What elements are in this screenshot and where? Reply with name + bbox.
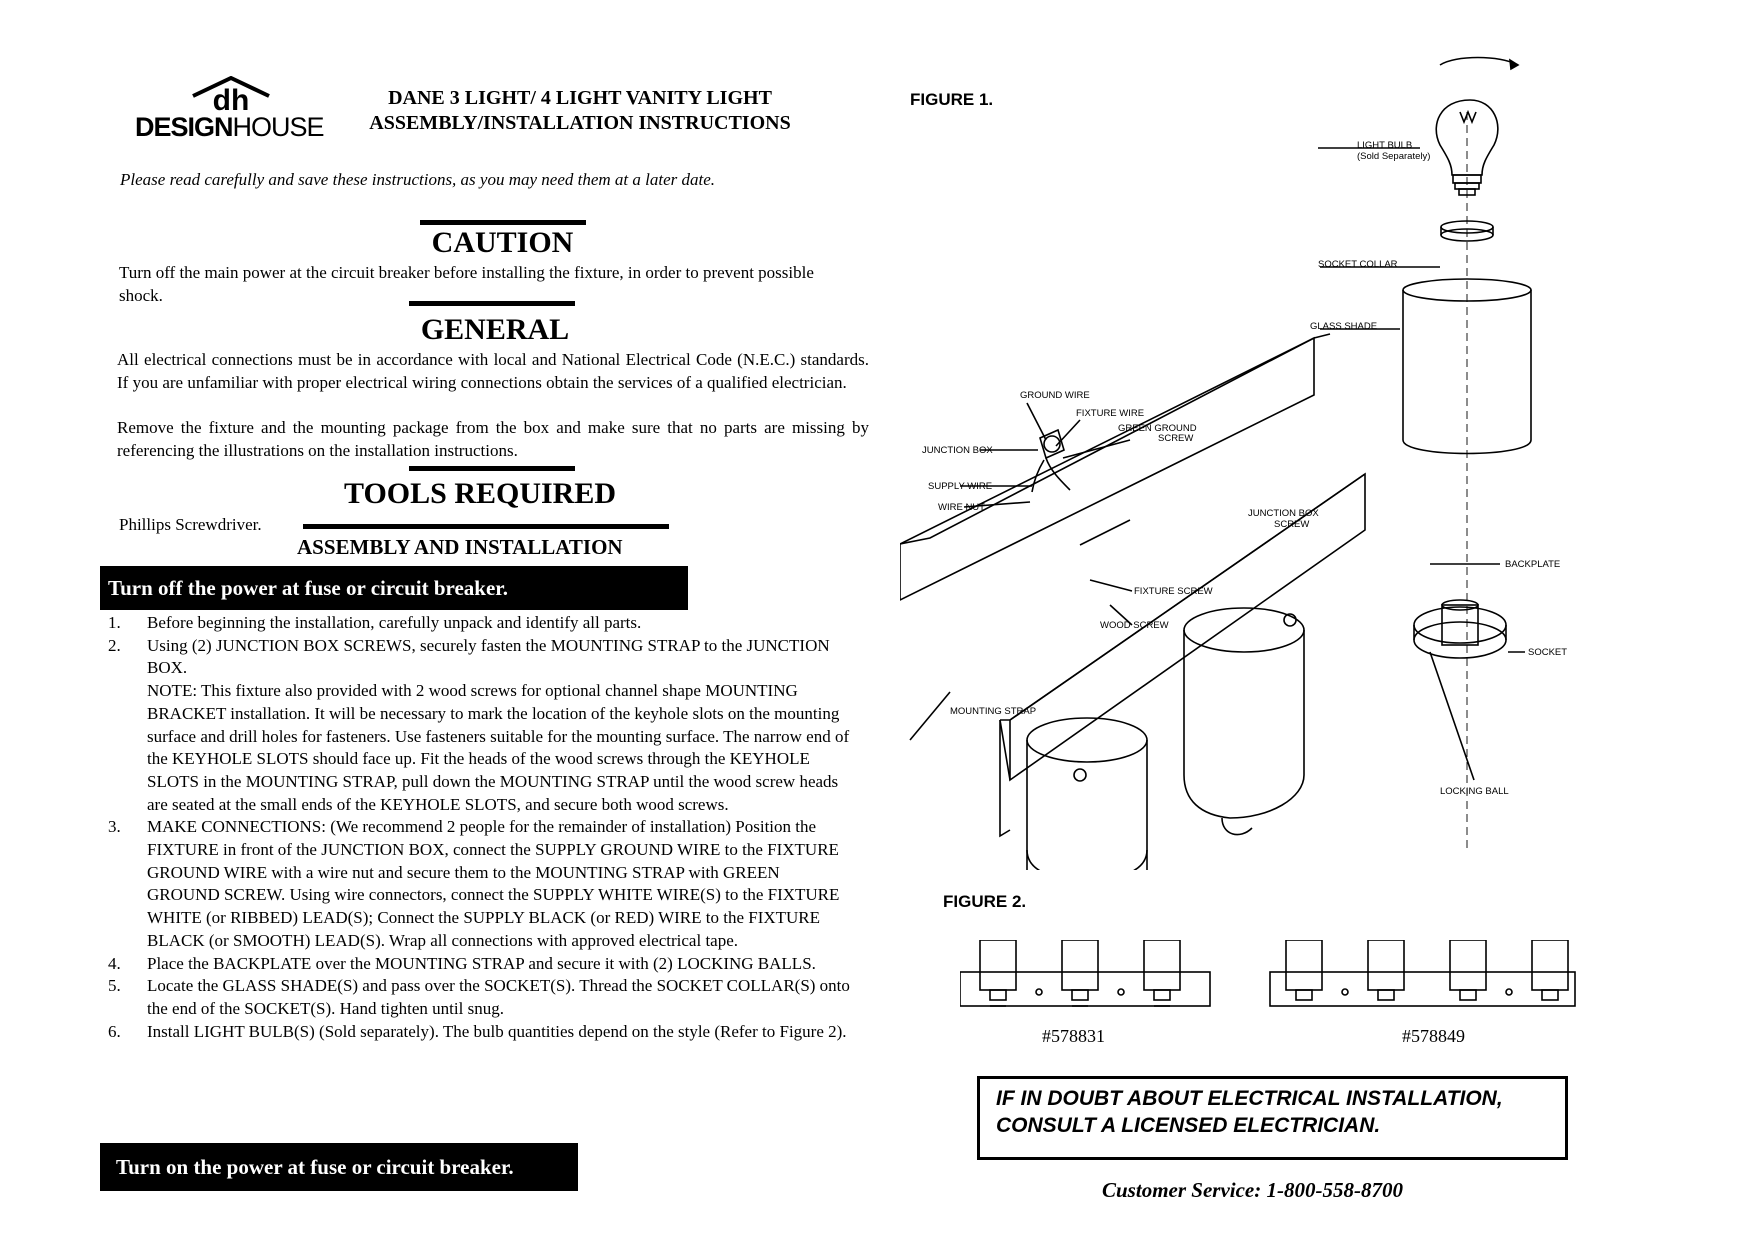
callout-backplate: BACKPLATE — [1505, 559, 1561, 570]
model-number-4-light: #578849 — [1402, 1026, 1465, 1046]
callout-light-bulb: LIGHT BULB — [1357, 140, 1413, 151]
fixture-4-light-drawing — [1270, 940, 1575, 1006]
callout-fixture-screw: FIXTURE SCREW — [1134, 586, 1213, 597]
callout-junction-box-screw-2: SCREW — [1274, 519, 1310, 530]
general-para-1: All electrical connections must be in accordance with local and National Electrical Code (N.E.C.) standards. If you are unfamiliar with proper electrical wiring connections obtain the services of a qualified electrician. — [117, 350, 869, 392]
general-para-2: Remove the fixture and the mounting package from the box and make sure that no parts are missing by referencing the illustrations on the installation instructions. — [117, 418, 869, 460]
power-off-banner: Turn off the power at fuse or circuit breaker. — [100, 566, 688, 610]
rotate-arrow-icon — [1440, 58, 1518, 66]
list-item: 6. Install LIGHT BULB(S) (Sold separately). The bulb quantities depend on the style (Refer to Figure 2). — [108, 1021, 847, 1041]
designhouse-logo — [135, 76, 325, 140]
callout-mounting-strap: MOUNTING STRAP — [950, 706, 1037, 717]
caution-heading: CAUTION — [431, 226, 574, 259]
callout-ground-wire: GROUND WIRE — [1020, 390, 1090, 401]
callout-socket: SOCKET — [1528, 647, 1568, 658]
callout-wire-nut: WIRE NUT — [938, 502, 985, 513]
fixture-3-light-drawing — [960, 940, 1210, 1006]
assembly-heading: ASSEMBLY AND INSTALLATION — [297, 535, 623, 559]
step-note: NOTE: This fixture also provided with 2 wood screws for optional channel shape MOUNTING BRACKET installation. It will be necessary to mark the location of the keyhole slots on the mounting surface and drill holes for fasteners. Use fasteners suitable for the mounting surface. The narrow end of the KEYHOLE SLOTS should face up. Fit the heads of the wood screws through the KEYHOLE SLOTS in the MOUNTING STRAP, pull down the MOUNTING STRAP until the wood screw heads are seated at the small ends of the KEYHOLE SLOTS, and secure both wood screws. — [147, 681, 850, 814]
figure-1-exploded-diagram — [900, 40, 1630, 870]
power-on-banner: Turn on the power at fuse or circuit breaker. — [100, 1143, 578, 1191]
callout-light-bulb-note: (Sold Separately) — [1357, 151, 1431, 162]
callout-junction-box-screw: JUNCTION BOX — [1248, 508, 1319, 519]
general-heading: GENERAL — [420, 313, 570, 346]
list-item: 2. Using (2) JUNCTION BOX SCREWS, securely fasten the MOUNTING STRAP to the JUNCTION BOX. NOTE: This fixture also provided with 2 wood screws for optional channel shape MOUNTING BRACKET installation. It will be necessary to mark the location of the keyhole slots on the mounting surface and drill holes for fasteners. Use fasteners suitable for the mounting surface. The narrow end of the KEYHOLE SLOTS should face up. Fit the heads of the wood screws through the KEYHOLE SLOTS in the MOUNTING STRAP, pull down the MOUNTING STRAP until the wood screw heads are seated at the small ends of the KEYHOLE SLOTS, and secure both wood screws. — [108, 635, 856, 817]
model-number-3-light: #578831 — [1042, 1026, 1105, 1046]
logo-wordmark: DESIGNHOUSE — [135, 112, 324, 142]
list-item: 1. Before beginning the installation, carefully unpack and identify all parts. — [108, 613, 642, 632]
figure-2-fixture-diagrams — [960, 940, 1580, 1025]
warning-line-1: IF IN DOUBT ABOUT ELECTRICAL INSTALLATION, — [996, 1087, 1503, 1110]
socket-part — [1414, 600, 1506, 658]
assembly-steps — [108, 612, 856, 1043]
document-title: DANE 3 LIGHT/ 4 LIGHT VANITY LIGHT ASSEMBLY/INSTALLATION INSTRUCTIONS — [369, 87, 791, 134]
callout-green-ground-screw-2: SCREW — [1158, 433, 1194, 444]
list-item: 4. Place the BACKPLATE over the MOUNTING STRAP and secure it with (2) LOCKING BALLS. — [108, 953, 816, 973]
callout-supply-wire: SUPPLY WIRE — [928, 481, 993, 492]
tools-rule — [409, 466, 575, 471]
intro-text: Please read carefully and save these instructions, as you may need them at a later date. — [120, 170, 716, 189]
backplate-part — [1000, 474, 1365, 836]
figure-2-label: FIGURE 2. — [943, 892, 1027, 911]
caution-text: Turn off the main power at the circuit breaker before installing the fixture, in order to prevent possible shock. — [119, 263, 814, 305]
electrician-warning-box — [977, 1076, 1568, 1160]
tools-heading: TOOLS REQUIRED — [343, 477, 617, 510]
list-item: 3. MAKE CONNECTIONS: (We recommend 2 people for the remainder of installation) Position the FIXTURE in front of the JUNCTION BOX, connect the SUPPLY GROUND WIRE to the FIXTURE GROUND WIRE with a wire nut and secure them to the MOUNTING STRAP with GREEN GROUND SCREW. Using wire connectors, connect the SUPPLY WHITE WIRE(S) to the FIXTURE WHITE (or RIBBED) LEAD(S); Connect the SUPPLY BLACK (or RED) WIRE to the FIXTURE BLACK (or SMOOTH) LEAD(S). Wrap all connections with approved electrical tape. — [108, 817, 840, 950]
tools-text: Phillips Screwdriver. — [119, 515, 262, 534]
warning-line-2: CONSULT A LICENSED ELECTRICIAN. — [996, 1114, 1381, 1137]
list-item: 5. Locate the GLASS SHADE(S) and pass over the SOCKET(S). Thread the SOCKET COLLAR(S) onto the end of the SOCKET(S). Hand tighten until snug. — [108, 976, 850, 1018]
callout-wood-screw: WOOD SCREW — [1100, 620, 1169, 631]
callout-green-ground-screw: GREEN GROUND — [1118, 423, 1197, 434]
callout-socket-collar: SOCKET COLLAR — [1318, 259, 1398, 270]
caution-rule — [420, 220, 586, 225]
figure-1-label: FIGURE 1. — [910, 90, 994, 109]
callout-junction-box: JUNCTION BOX — [922, 445, 993, 456]
callout-fixture-wire: FIXTURE WIRE — [1076, 408, 1145, 419]
assembly-rule — [303, 524, 669, 529]
svg-text:dh: dh — [212, 84, 250, 112]
customer-service-phone: Customer Service: 1-800-558-8700 — [1102, 1178, 1403, 1202]
callout-glass-shade: GLASS SHADE — [1310, 321, 1378, 332]
callout-locking-ball: LOCKING BALL — [1440, 786, 1509, 797]
general-rule — [409, 301, 575, 306]
house-logo-icon — [191, 76, 271, 112]
mounting-strap-part — [900, 334, 1330, 600]
shade-front-1 — [1027, 718, 1147, 870]
shade-front-2 — [1184, 608, 1304, 835]
